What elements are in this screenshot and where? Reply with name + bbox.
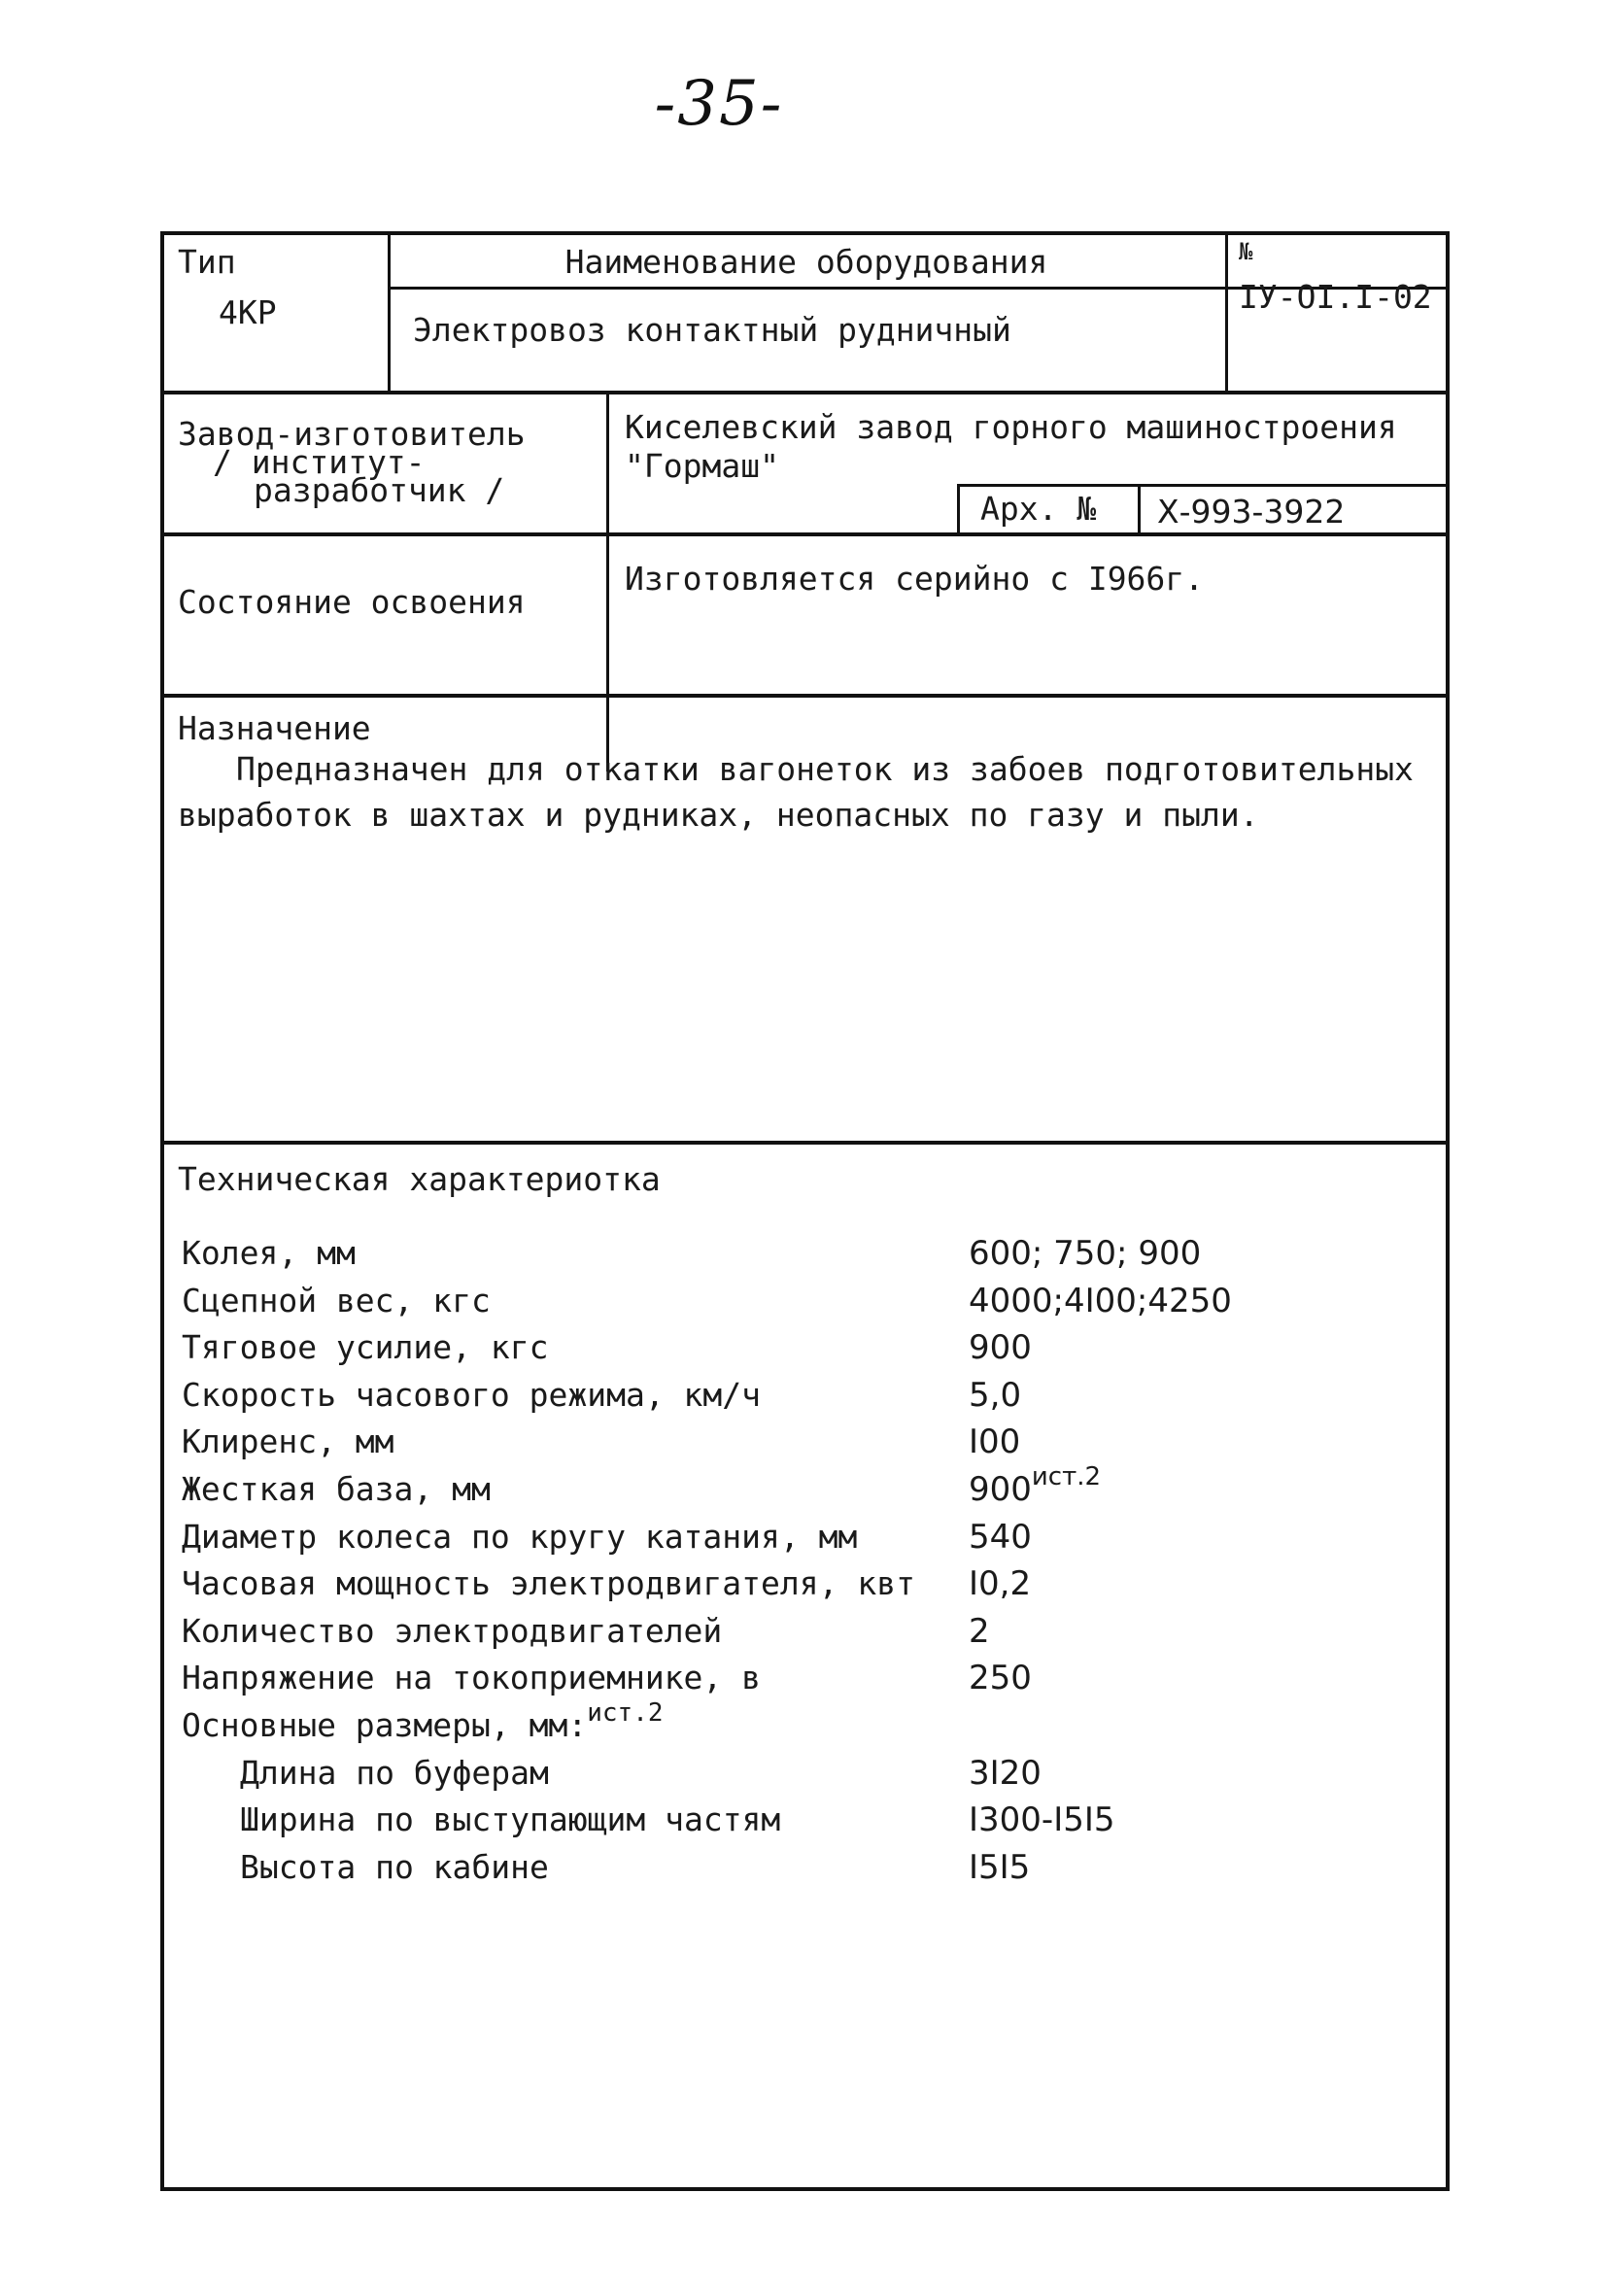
- arch-label: Арх. №: [980, 490, 1097, 528]
- row-divider-4: [164, 1141, 1450, 1145]
- spec-label: Количество электродвигателей: [182, 1611, 723, 1650]
- spec-row: [182, 1612, 1348, 1660]
- divider-name: [388, 287, 1225, 290]
- spec-value: 540: [969, 1517, 1032, 1557]
- spec-label-note: ист.2: [587, 1697, 664, 1728]
- spec-label: Колея, мм: [182, 1234, 356, 1272]
- name-label: Наименование оборудования: [564, 243, 1048, 281]
- purpose-line1: Предназначен для откатки вагонеток из забоев подготовительных: [236, 750, 1414, 788]
- specs-title: Техническая характериотка: [178, 1160, 661, 1198]
- spec-row: [182, 1754, 1348, 1801]
- spec-row: [182, 1461, 1348, 1518]
- spec-value-with-note: [969, 1461, 1102, 1512]
- spec-row: [182, 1328, 1348, 1376]
- spec-row: [182, 1697, 1348, 1754]
- spec-label: Жесткая база, мм: [182, 1469, 491, 1508]
- divider-arch-left: [957, 484, 960, 532]
- spec-label: Сцепной вес, кгс: [182, 1281, 491, 1319]
- spec-value: I5I5: [969, 1847, 1031, 1887]
- manufacturer-label-line1: Завод-изготовитель: [178, 415, 526, 453]
- spec-row: [182, 1659, 1348, 1706]
- divider-manufacturer: [606, 391, 609, 771]
- purpose-line2: выработок в шахтах и рудниках, неопасных по газу и пыли.: [178, 796, 1259, 834]
- spec-value: I0,2: [969, 1564, 1032, 1604]
- manufacturer-label-line2: / институт-: [213, 443, 426, 481]
- purpose-label: Назначение: [178, 709, 371, 747]
- spec-value: 2: [969, 1611, 990, 1651]
- spec-row: [182, 1282, 1348, 1329]
- manufacturer-value-line1: Киселевский завод горного машиностроения: [625, 408, 1397, 446]
- status-value: Изготовляется серийно с I966г.: [625, 560, 1205, 598]
- number-label: №: [1239, 238, 1253, 265]
- spec-value: 600; 750; 900: [969, 1234, 1202, 1273]
- spec-label: Основные размеры, мм:: [182, 1705, 588, 1744]
- spec-row: [182, 1376, 1348, 1423]
- spec-row: [182, 1564, 1348, 1612]
- name-value: Электровоз контактный рудничный: [413, 311, 1011, 349]
- row-divider-2: [164, 532, 1450, 536]
- spec-label: Часовая мощность электродвигателя, квт: [182, 1564, 915, 1603]
- spec-value: 900: [969, 1469, 1032, 1509]
- spec-row: [182, 1422, 1348, 1470]
- row-divider-3: [164, 694, 1450, 698]
- spec-value-note: ист.2: [1031, 1461, 1102, 1491]
- divider-arch: [957, 484, 1450, 487]
- manufacturer-value-line2: "Гормаш": [625, 447, 779, 485]
- spec-label: Высота по кабине: [240, 1847, 549, 1886]
- spec-label: Длина по буферам: [240, 1753, 549, 1792]
- number-value: IУ-OI.I-02: [1239, 278, 1432, 316]
- spec-row: [182, 1518, 1348, 1565]
- spec-value: I00: [969, 1422, 1021, 1462]
- spec-label: Скорость часового режима, км/ч: [182, 1375, 762, 1414]
- spec-value: 900: [969, 1328, 1032, 1368]
- spec-label: Тяговое усилие, кгс: [182, 1328, 549, 1367]
- spec-value: I300-I5I5: [969, 1800, 1115, 1840]
- divider-number: [1225, 235, 1228, 391]
- spec-value: 4000;4I00;4250: [969, 1281, 1232, 1320]
- spec-row: [182, 1234, 1348, 1282]
- equipment-card: [160, 231, 1450, 2191]
- divider-arch-mid: [1138, 484, 1141, 532]
- arch-value: Х-993-3922: [1157, 493, 1346, 531]
- spec-value: 3I20: [969, 1753, 1042, 1793]
- specs-list: [182, 1234, 1348, 1895]
- spec-value: 5,0: [969, 1375, 1022, 1415]
- spec-label: Ширина по выступающим частям: [240, 1800, 781, 1839]
- spec-value: 250: [969, 1659, 1032, 1698]
- spec-label: Клиренс, мм: [182, 1422, 394, 1461]
- type-value: 4КР: [219, 293, 277, 331]
- page-number: -35-: [654, 68, 784, 140]
- type-label: Тип: [178, 243, 236, 281]
- manufacturer-label-line3: разработчик /: [254, 471, 505, 509]
- spec-label: Диаметр колеса по кругу катания, мм: [182, 1517, 858, 1556]
- row-divider-1: [164, 391, 1450, 394]
- spec-row: [182, 1848, 1348, 1896]
- spec-row: [182, 1800, 1348, 1848]
- spec-label-with-note: [182, 1697, 664, 1748]
- status-label: Состояние освоения: [178, 583, 526, 621]
- spec-label: Напряжение на токоприемнике, в: [182, 1659, 762, 1697]
